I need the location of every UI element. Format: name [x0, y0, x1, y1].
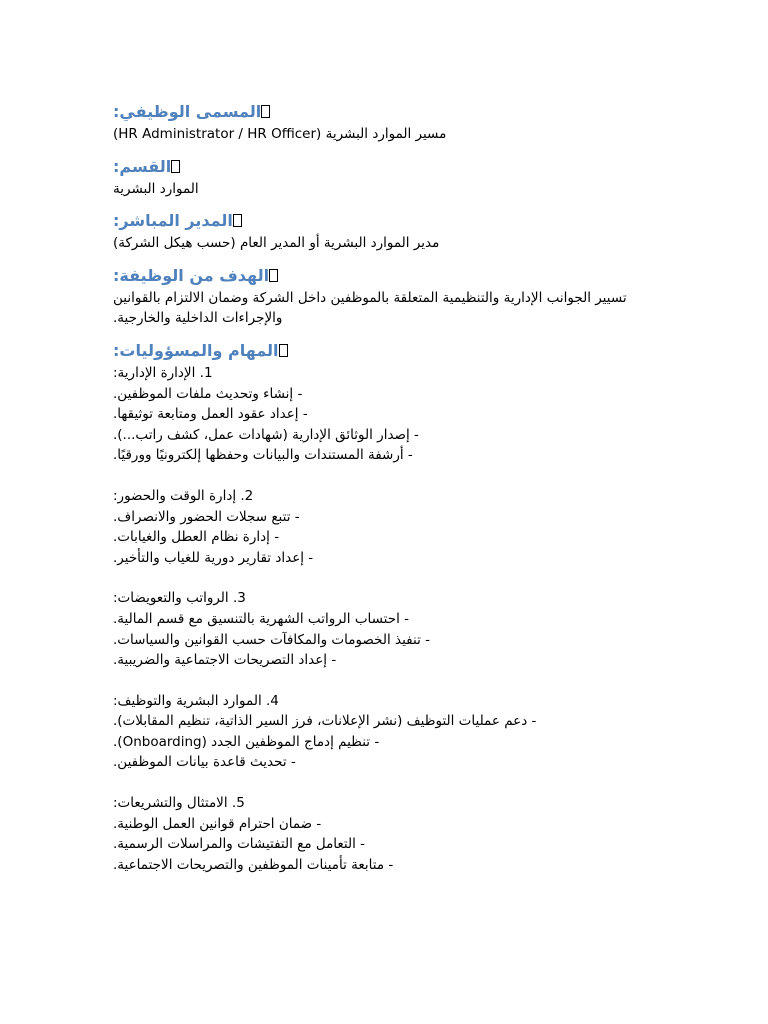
duty-item: - إعداد تقارير دورية للغياب والتأخير.	[113, 549, 314, 566]
objective-line: والإجراءات الداخلية والخارجية.	[113, 310, 283, 327]
duty-item: - تنفيذ الخصومات والمكافآت حسب القوانين والسياسات.	[113, 631, 430, 648]
duty-item: - إعداد عقود العمل ومتابعة توثيقها.	[113, 406, 308, 423]
direct-manager-heading-text: المدير المباشر:	[113, 211, 233, 231]
objective-heading-text: الهدف من الوظيفة:	[113, 265, 270, 285]
document-page	[113, 100, 653, 875]
duty-group-payroll	[113, 588, 653, 670]
objective-line: تسيير الجوانب الإدارية والتنظيمية المتعلقة بالموظفين داخل الشركة وضمان الالتزام بالقوانين	[113, 289, 627, 306]
duty-group-title: 2. إدارة الوقت والحضور:	[113, 487, 254, 504]
duty-item: - التعامل مع التفتيشات والمراسلات الرسمية.	[113, 836, 366, 853]
duty-group-compliance	[113, 793, 653, 875]
objective-heading	[113, 264, 653, 288]
duty-item: - تتبع سجلات الحضور والانصراف.	[113, 508, 300, 525]
duty-group-title: 4. الموارد البشرية والتوظيف:	[113, 692, 279, 709]
missing-glyph-box-icon	[233, 214, 242, 227]
job-title-value: مسير الموارد البشرية (HR Administrator / HR Officer)	[113, 126, 447, 142]
job-title-heading	[113, 100, 653, 124]
duty-item: - إنشاء وتحديث ملفات الموظفين.	[113, 385, 303, 402]
objective-section	[113, 264, 653, 329]
duty-group-title: 3. الرواتب والتعويضات:	[113, 590, 246, 607]
duty-group-administration	[113, 363, 653, 466]
duty-group-title: 5. الامتثال والتشريعات:	[113, 795, 245, 812]
duty-group-recruitment	[113, 691, 653, 773]
duties-section	[113, 339, 653, 875]
direct-manager-heading	[113, 209, 653, 233]
job-title-section	[113, 100, 653, 145]
duties-heading-text: المهام والمسؤوليات:	[113, 340, 279, 360]
duty-item: - إصدار الوثائق الإدارية (شهادات عمل، كشف راتب...).	[113, 426, 419, 443]
duty-item: - دعم عمليات التوظيف (نشر الإعلانات، فرز السير الذاتية، تنظيم المقابلات).	[113, 713, 537, 730]
duty-item: - تحديث قاعدة بيانات الموظفين.	[113, 754, 296, 771]
direct-manager-value: مدير الموارد البشرية أو المدير العام (حسب هيكل الشركة)	[113, 235, 440, 252]
duty-item: - ضمان احترام قوانين العمل الوطنية.	[113, 815, 322, 832]
missing-glyph-box-icon	[261, 105, 270, 118]
duty-item: - متابعة تأمينات الموظفين والتصريحات الاجتماعية.	[113, 856, 394, 873]
missing-glyph-box-icon	[269, 269, 278, 282]
duty-item: - احتساب الرواتب الشهرية بالتنسيق مع قسم المالية.	[113, 610, 410, 627]
duty-group-title: 1. الإدارة الإدارية:	[113, 364, 213, 381]
job-title-heading-text: المسمى الوظيفي:	[113, 102, 262, 121]
duty-item: - أرشفة المستندات والبيانات وحفظها إلكترونيًا وورقيًا.	[113, 447, 413, 464]
duty-item: - تنظيم إدماج الموظفين الجدد (Onboarding).	[113, 733, 380, 750]
duty-item: - إعداد التصريحات الاجتماعية والضريبية.	[113, 652, 337, 669]
duties-heading	[113, 339, 653, 363]
department-value: الموارد البشرية	[113, 180, 199, 197]
department-section	[113, 155, 653, 200]
missing-glyph-box-icon	[171, 160, 180, 173]
duty-item: - إدارة نظام العطل والغيابات.	[113, 529, 280, 546]
direct-manager-section	[113, 209, 653, 254]
duty-group-time-attendance	[113, 486, 653, 568]
department-heading	[113, 155, 653, 179]
missing-glyph-box-icon	[279, 344, 288, 357]
department-heading-text: القسم:	[113, 156, 172, 176]
